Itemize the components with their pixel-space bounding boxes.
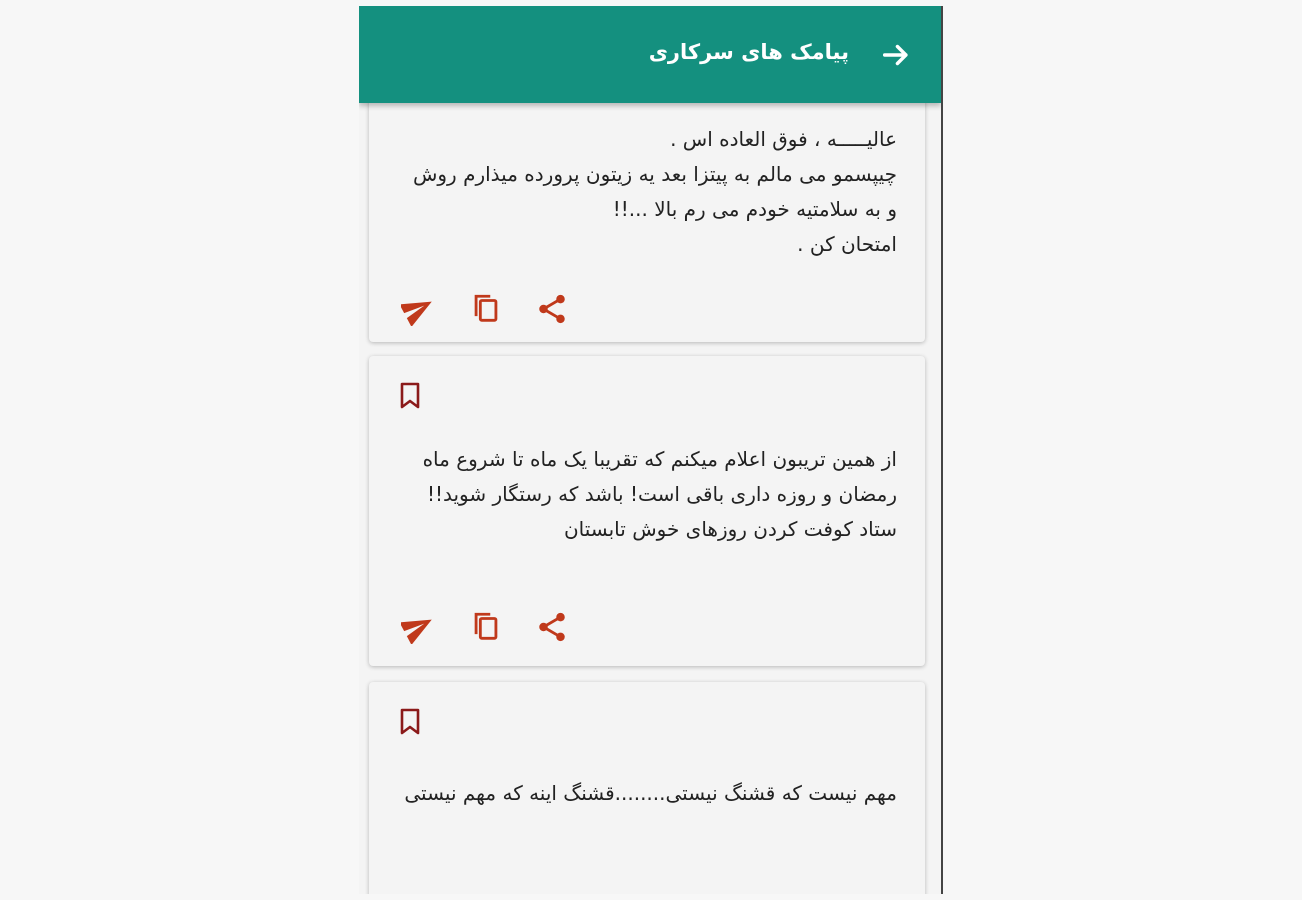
- message-actions: [393, 610, 593, 644]
- share-icon[interactable]: [535, 610, 569, 644]
- page-title: پیامک های سرکاری: [648, 40, 849, 64]
- arrow-right-icon[interactable]: [879, 38, 913, 72]
- send-icon[interactable]: [401, 292, 435, 326]
- message-actions: [393, 292, 593, 326]
- phone-screen: [359, 6, 943, 894]
- message-text: از همین تریبون اعلام میکنم که تقریبا یک ماه تا شروع ماه رمضان و روزه داری باقی است! باشد که رستگار شوید!! ستاد کوفت کردن روزهای خوش تابستان: [422, 447, 897, 541]
- send-icon[interactable]: [401, 610, 435, 644]
- message-card: [369, 356, 925, 666]
- message-text: عالیـــــه ، فوق العاده اس . چیپسمو می مالم به پیتزا بعد یه زیتون پرورده میذارم روش و به سلامتیه خودم می رم بالا ...!! امتحان کن .: [412, 127, 897, 256]
- message-card: [369, 682, 925, 894]
- message-text: مهم نیست که قشنگ نیستی........قشنگ اینه که مهم نیستی: [404, 781, 897, 805]
- copy-icon[interactable]: [469, 292, 503, 326]
- share-icon[interactable]: [535, 292, 569, 326]
- bookmark-icon[interactable]: [399, 382, 421, 410]
- bookmark-icon[interactable]: [399, 708, 421, 736]
- app-bar: [359, 6, 941, 103]
- copy-icon[interactable]: [469, 610, 503, 644]
- message-card: [369, 98, 925, 342]
